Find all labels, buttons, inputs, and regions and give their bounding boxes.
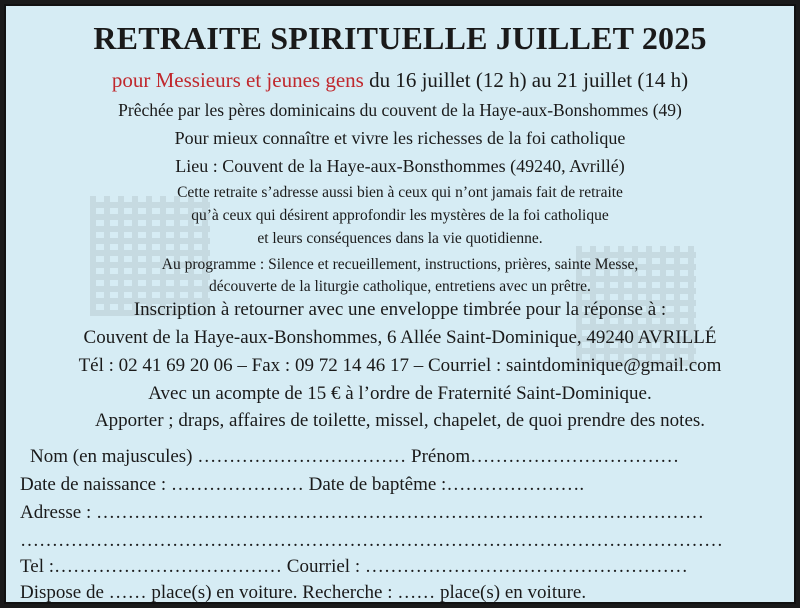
preached-by-line: Prêchée par les pères dominicains du couvent de la Haye-aux-Bonshommes (49) [118, 100, 682, 120]
form-birth-field[interactable]: Date de naissance : ………………… Date de baptême :…………………. [20, 474, 585, 495]
contact-details: Tél : 02 41 69 20 06 – Fax : 09 72 14 46 17 – Courriel : saintdominique@gmail.com [78, 355, 722, 376]
deposit-notice: Avec un acompte de 15 € à l’ordre de Fraternité Saint-Dominique. [148, 383, 652, 404]
audience-highlight: pour Messieurs et jeunes gens [111, 68, 364, 92]
form-phone-email-field[interactable]: Tel :……………………………… Courriel : …………………………………………… [20, 556, 688, 577]
audience-text-line-1: Cette retraite s’adresse aussi bien à ceux qui n’ont jamais fait de retraite [177, 184, 623, 201]
audience-text-line-3: et leurs conséquences dans la vie quotidienne. [257, 230, 543, 247]
form-address-field[interactable]: Adresse : …………………………………………………………………………………… [20, 502, 704, 523]
form-address-continuation[interactable]: ………………………………………………………………………………………………… [20, 530, 723, 551]
location-line: Lieu : Couvent de la Haye-aux-Bonsthommes (49240, Avrillé) [175, 156, 625, 176]
flyer-title: RETRAITE SPIRITUELLE JUILLET 2025 [93, 20, 707, 56]
flyer-subtitle [6, 68, 794, 93]
form-carpool-field[interactable]: Dispose de …… place(s) en voiture. Recherche : …… place(s) en voiture. [20, 582, 587, 603]
items-to-bring: Apporter ; draps, affaires de toilette, missel, chapelet, de quoi prendre des notes. [94, 410, 706, 431]
form-name-field[interactable]: Nom (en majuscules) …………………………… Prénom…………………………… [30, 446, 680, 467]
inscription-instruction: Inscription à retourner avec une enveloppe timbrée pour la réponse à : [133, 299, 667, 320]
audience-text-line-2: qu’à ceux qui désirent approfondir les mystères de la foi catholique [191, 207, 609, 224]
program-line-1: Au programme : Silence et recueillement, instructions, prières, sainte Messe, [161, 256, 639, 273]
postal-address: Couvent de la Haye-aux-Bonshommes, 6 Allée Saint-Dominique, 49240 AVRILLÉ [83, 327, 717, 348]
purpose-line: Pour mieux connaître et vivre les richesses de la foi catholique [174, 128, 626, 148]
retreat-dates: du 16 juillet (12 h) au 21 juillet (14 h) [363, 68, 689, 92]
retreat-flyer [4, 4, 796, 604]
program-line-2: découverte de la liturgie catholique, entretiens avec un prêtre. [209, 278, 591, 295]
